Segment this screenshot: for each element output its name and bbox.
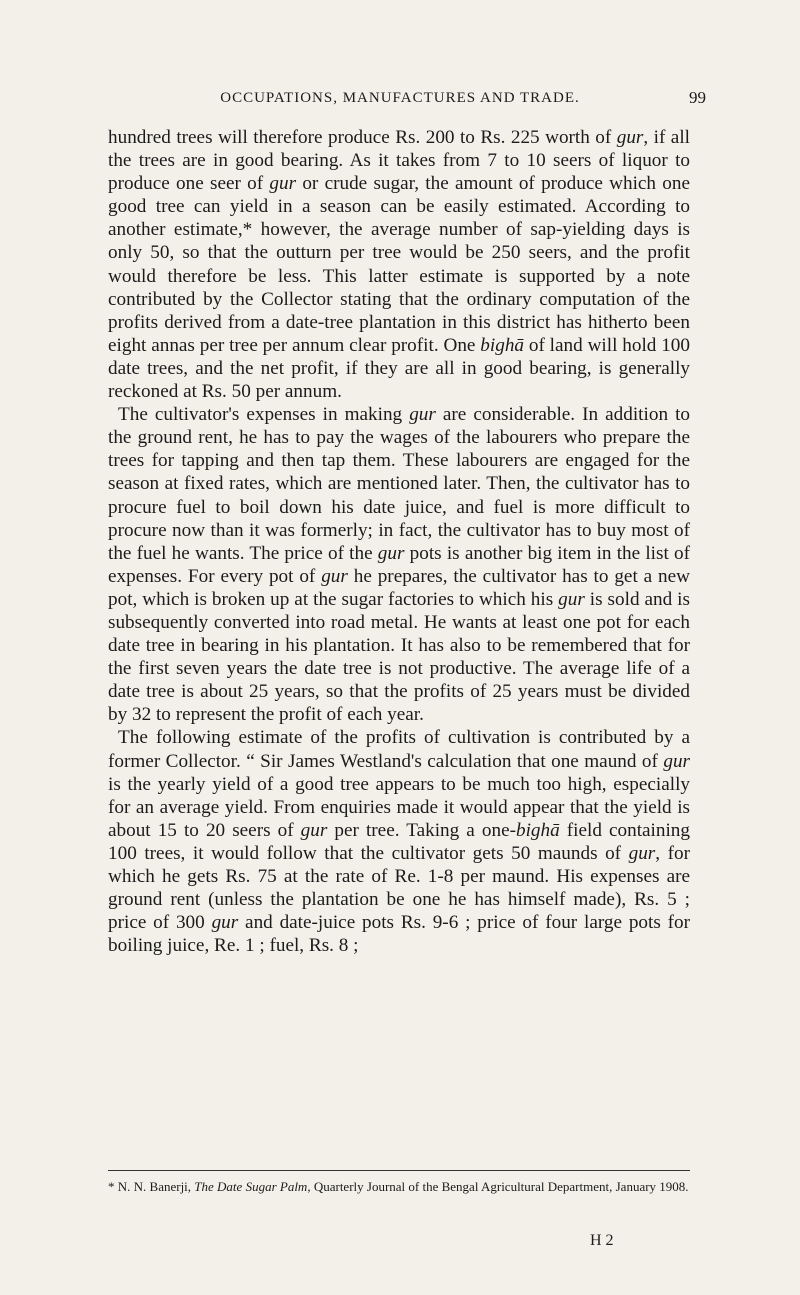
italic-term: bighā [515,819,560,841]
italic-term: bighā [480,334,525,356]
text-run: , Quarterly Journal of the Bengal Agricultural Department, January 1908. [307,1179,689,1194]
italic-term: gur [558,588,585,610]
text-run: is sold and is subsequently converted into road metal. He wants at least one pot for each date tree in bearing in his plantation. It has also to be remembered that for the first seven years the date tree is not productive. The average life of a date tree is about 25 years, so that the profits of 25 years must be divided by 32 to represent the profit of each year. [108,588,690,726]
paragraph [108,726,690,957]
text-run: The following estimate of the profits of cultivation is contributed by a former Collector. “ Sir James Westland's calculation that one maund of [108,727,690,772]
italic-term: gur [377,542,405,564]
text-run: The cultivator's expenses in making [118,404,410,426]
italic-term: gur [628,842,656,864]
footnote-rule [108,1170,690,1171]
italic-term: The Date Sugar Palm [194,1179,308,1194]
italic-term: gur [211,912,239,934]
text-run: pots is another big item in the list of expenses. For every pot of [108,542,690,587]
paragraph [108,403,690,726]
page-header [0,84,800,114]
text-run: hundred trees will therefore produce Rs. 200 to Rs. 225 worth of [108,127,617,148]
text-run: * N. N. Banerji, [108,1179,195,1194]
text-run: is the yearly yield of a good tree appears to be much too high, especially for an average yield. From enquiries made it would appear that the yield is about 15 to 20 seers of [108,773,690,841]
text-run: or crude sugar, the amount of produce which one good tree can yield in a season can be easily estimated. According to another estimate,* however, the average number of sap-yielding days is only 50, so that the outturn per tree would be 250 seers, and the profit would therefore be less. This latter estimate is supported by a note contributed by the Collector stating that the ordinary computation of the profits derived from a date-tree plantation in this district has hitherto been eight annas per tree per annum clear profit. One [108,173,690,356]
text-run: , if all the trees are in good bearing. As it takes from 7 to 10 seers of liquor to produce one seer of [108,127,690,195]
running-title: OCCUPATIONS, MANUFACTURES AND TRADE. [220,90,580,106]
italic-term: gur [321,565,348,587]
text-run: are considerable. In addition to the ground rent, he has to pay the wages of the labourers who prepare the trees for tapping and then tap them. These labourers are engaged for the season at fixed rates, which are mentioned later. Then, the cultivator has to procure fuel to boil down his date juice, and fuel is more difficult to procure now than it was formerly; in fact, the cultivator has to buy most of the fuel he wants. The price of the [108,404,690,564]
italic-term: gur [663,750,690,772]
text-run: of land will hold 100 date trees, and the net profit, if they are all in good bearing, is generally reckoned at Rs. 50 per annum. [108,334,690,403]
text-run: per tree. Taking a one- [327,819,516,841]
body-text [108,126,690,957]
text-run: and date-juice pots Rs. 9-6 ; price of four large pots for boiling juice, Re. 1 ; fuel, Rs. 8 ; [108,912,690,957]
signature-mark: H 2 [590,1232,614,1249]
italic-term: gur [409,404,436,426]
italic-term: gur [269,173,297,195]
italic-term: gur [616,127,644,148]
page-number: 99 [689,88,706,107]
paragraph [108,126,690,403]
text-run: he prepares, the cultivator has to get a new pot, which is broken up at the sugar factories to which his [108,565,690,610]
text-run: , for which he gets Rs. 75 at the rate of Re. 1-8 per maund. His expenses are ground rent (unless the plantation be one he has himself made), Rs. 5 ; price of 300 [108,842,690,934]
text-run: field containing 100 trees, it would follow that the cultivator gets 50 maunds of [108,819,690,864]
italic-term: gur [300,819,328,841]
footnote [108,1178,690,1195]
